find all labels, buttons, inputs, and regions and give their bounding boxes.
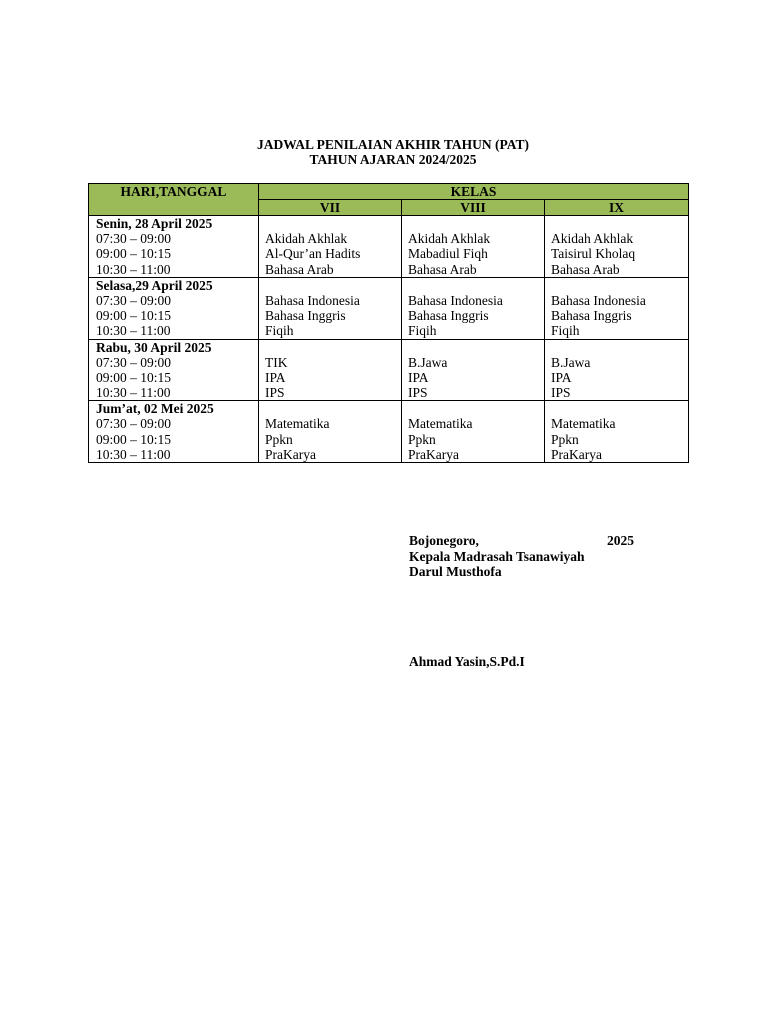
day-cell	[89, 339, 259, 401]
day-cell	[89, 401, 259, 463]
table-row	[89, 216, 689, 278]
subject: PraKarya	[551, 446, 602, 462]
subject: Mabadiul Fiqh	[408, 246, 488, 262]
header-day-date: HARI,TANGGAL	[89, 184, 259, 216]
subject: Ppkn	[265, 431, 293, 447]
subjects-ix	[545, 277, 689, 339]
subject: Matematika	[408, 416, 473, 432]
subject: Bahasa Arab	[265, 261, 334, 277]
subject: IPA	[551, 369, 572, 385]
table-row	[89, 277, 689, 339]
subject: Ppkn	[551, 431, 579, 447]
subject: Akidah Akhlak	[408, 231, 491, 247]
subject: B.Jawa	[551, 354, 591, 370]
document-subtitle: TAHUN AJARAN 2024/2025	[309, 152, 477, 167]
subject: IPS	[408, 385, 428, 401]
time-slot: 10:30 – 11:00	[96, 323, 171, 339]
header-class-ix: IX	[545, 200, 689, 216]
subject: TIK	[265, 354, 288, 370]
signature-block	[409, 533, 634, 580]
time-slot: 10:30 – 11:00	[96, 261, 171, 277]
subjects-vii	[259, 401, 402, 463]
subject: IPA	[408, 369, 429, 385]
day-name: Selasa,29 April 2025	[96, 277, 213, 293]
subject: PraKarya	[408, 446, 459, 462]
time-slot: 07:30 – 09:00	[96, 231, 172, 247]
signature-year: 2025	[607, 533, 634, 548]
subject: Fiqih	[408, 323, 437, 339]
subject: Bahasa Arab	[408, 261, 477, 277]
time-slot: 09:00 – 10:15	[96, 369, 172, 385]
subject: Matematika	[551, 416, 616, 432]
subject: Fiqih	[551, 323, 580, 339]
subjects-viii	[402, 216, 545, 278]
subject: Bahasa Indonesia	[265, 292, 360, 308]
signature-position-line2: Darul Musthofa	[409, 564, 502, 579]
header-class-vii: VII	[259, 200, 402, 216]
subjects-viii	[402, 277, 545, 339]
subject: IPA	[265, 369, 286, 385]
subjects-viii	[402, 339, 545, 401]
subject: Matematika	[265, 416, 330, 432]
day-name: Jum’at, 02 Mei 2025	[96, 401, 214, 417]
header-class-viii: VIII	[402, 200, 545, 216]
time-slot: 07:30 – 09:00	[96, 292, 172, 308]
signature-place-date	[409, 533, 634, 549]
subject: Bahasa Inggris	[551, 308, 632, 324]
subject: Bahasa Inggris	[265, 308, 346, 324]
signature-city: Bojonegoro,	[409, 533, 479, 548]
subject: IPS	[551, 385, 571, 401]
day-cell	[89, 216, 259, 278]
time-slot: 07:30 – 09:00	[96, 416, 172, 432]
time-slot: 07:30 – 09:00	[96, 354, 172, 370]
subjects-ix	[545, 216, 689, 278]
exam-schedule-table	[88, 183, 689, 463]
subject: Bahasa Arab	[551, 261, 620, 277]
time-slot: 09:00 – 10:15	[96, 431, 172, 447]
day-cell	[89, 277, 259, 339]
time-slot: 09:00 – 10:15	[96, 308, 172, 324]
time-slot: 10:30 – 11:00	[96, 385, 171, 401]
subjects-vii	[259, 216, 402, 278]
subject: B.Jawa	[408, 354, 448, 370]
subject: Bahasa Inggris	[408, 308, 489, 324]
signature-position-line1: Kepala Madrasah Tsanawiyah	[409, 548, 585, 564]
subject: Al-Qur’an Hadits	[265, 246, 361, 262]
day-name: Rabu, 30 April 2025	[96, 339, 212, 355]
subject: PraKarya	[265, 446, 316, 462]
day-name: Senin, 28 April 2025	[96, 216, 213, 231]
subject: Taisirul Kholaq	[551, 246, 636, 262]
table-row	[89, 401, 689, 463]
table-row	[89, 339, 689, 401]
document-title: JADWAL PENILAIAN AKHIR TAHUN (PAT)	[256, 137, 530, 152]
subject: Akidah Akhlak	[265, 231, 348, 247]
subject: Fiqih	[265, 323, 294, 339]
subject: IPS	[265, 385, 285, 401]
subject: Akidah Akhlak	[551, 231, 634, 247]
time-slot: 09:00 – 10:15	[96, 246, 172, 262]
subjects-vii	[259, 277, 402, 339]
subjects-ix	[545, 339, 689, 401]
subject: Bahasa Indonesia	[551, 292, 646, 308]
subjects-viii	[402, 401, 545, 463]
time-slot: 10:30 – 11:00	[96, 446, 171, 462]
subject: Ppkn	[408, 431, 436, 447]
subject: Bahasa Indonesia	[408, 292, 503, 308]
header-class-group: KELAS	[259, 184, 689, 200]
subjects-ix	[545, 401, 689, 463]
signatory-name: Ahmad Yasin,S.Pd.I	[409, 654, 525, 669]
subjects-vii	[259, 339, 402, 401]
